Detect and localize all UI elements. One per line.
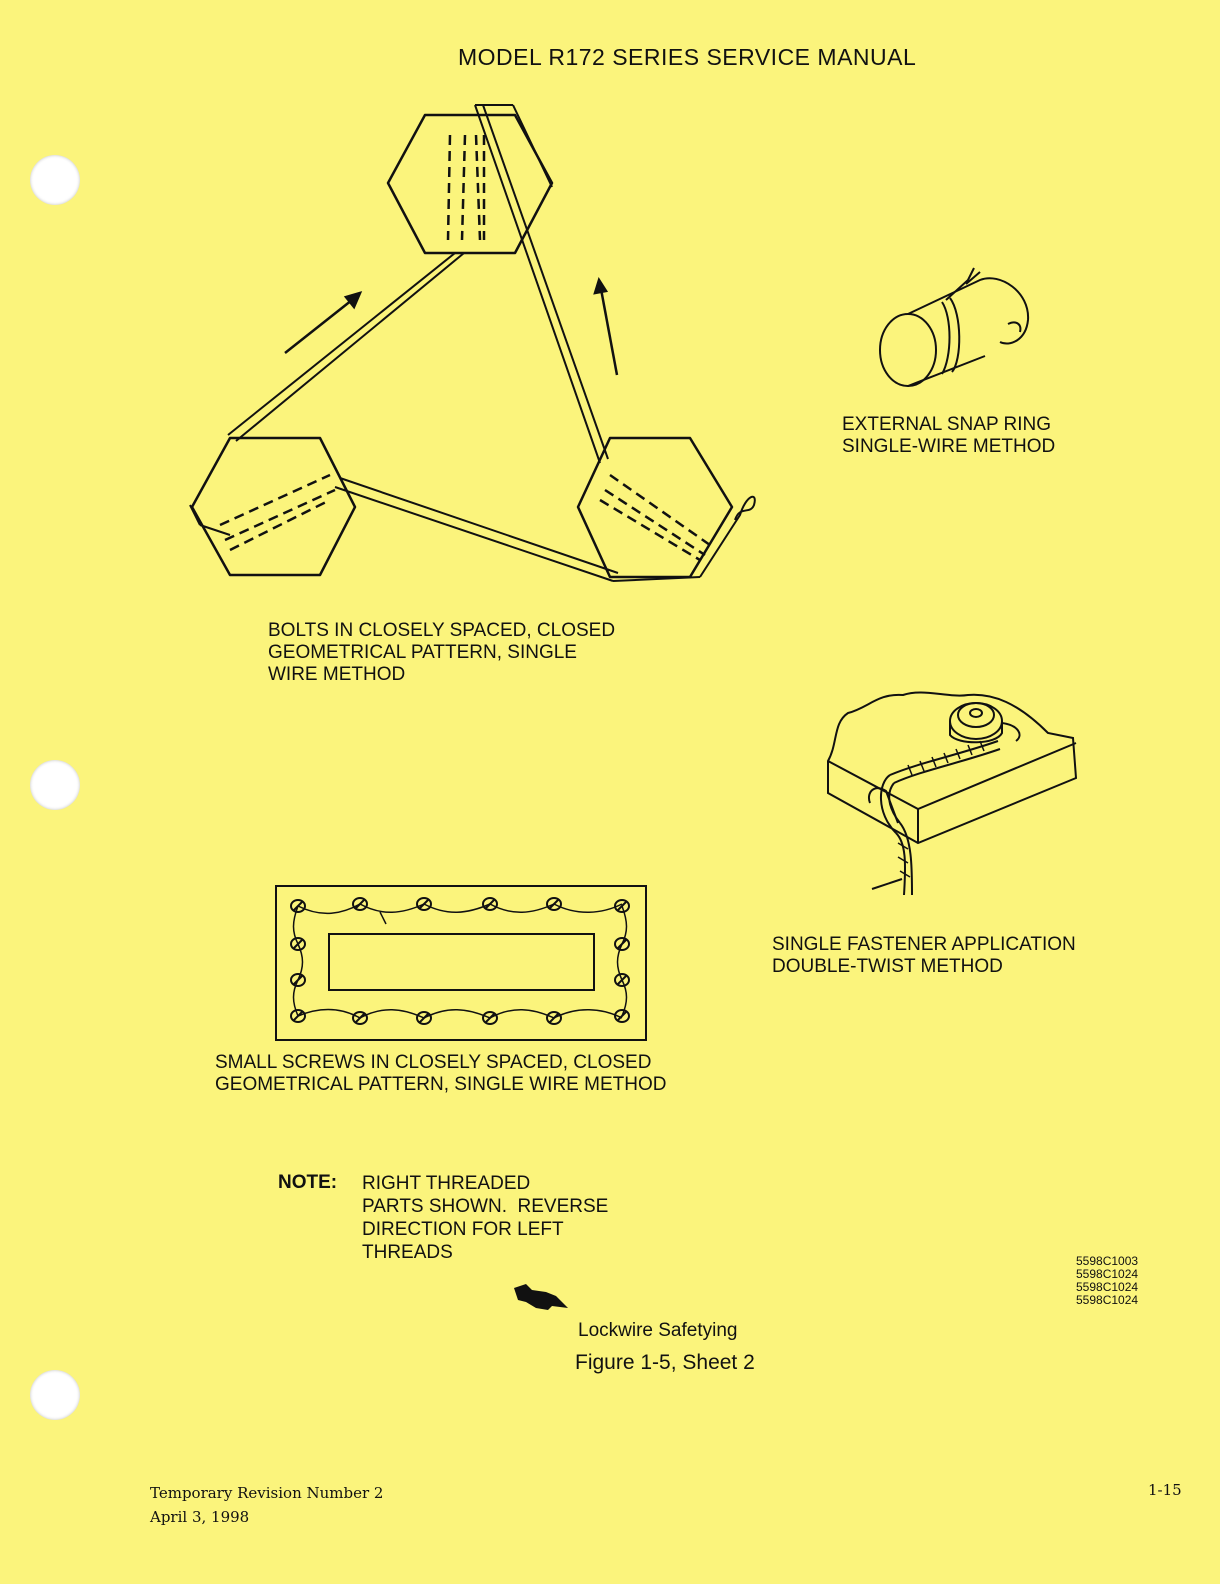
snap-ring-caption: EXTERNAL SNAP RING SINGLE-WIRE METHOD bbox=[842, 414, 1056, 457]
snap-ring-illustration bbox=[870, 262, 1040, 397]
part-code: 5598C1024 bbox=[1076, 1267, 1139, 1281]
footer-revision: Temporary Revision Number 2 bbox=[150, 1484, 384, 1502]
punch-hole-bottom bbox=[30, 1370, 80, 1420]
footer-revision-block bbox=[150, 1481, 383, 1529]
note-label: NOTE: bbox=[278, 1172, 338, 1193]
part-code: 5598C1024 bbox=[1076, 1293, 1139, 1307]
part-code: 5598C1003 bbox=[1076, 1254, 1139, 1268]
left-bolt-hexagon bbox=[192, 438, 355, 575]
small-screws-caption: SMALL SCREWS IN CLOSELY SPACED, CLOSED GEOMETRICAL PATTERN, SINGLE WIRE METHOD bbox=[215, 1052, 667, 1095]
page-number: 1-15 bbox=[1148, 1481, 1182, 1499]
part-code: 5598C1024 bbox=[1076, 1280, 1139, 1294]
part-codes bbox=[1076, 1255, 1138, 1307]
punch-hole-top bbox=[30, 155, 80, 205]
punch-hole-middle bbox=[30, 760, 80, 810]
bolts-caption: BOLTS IN CLOSELY SPACED, CLOSED GEOMETRICAL PATTERN, SINGLE WIRE METHOD bbox=[268, 620, 616, 685]
footer-date: April 3, 1998 bbox=[150, 1508, 250, 1526]
pointing-hand-icon bbox=[512, 1280, 572, 1320]
single-fastener-illustration bbox=[808, 683, 1083, 898]
single-fastener-caption: SINGLE FASTENER APPLICATION DOUBLE-TWIST METHOD bbox=[772, 934, 1076, 977]
bolts-triangle-illustration bbox=[180, 95, 770, 595]
figure-title: Lockwire Safetying bbox=[578, 1320, 738, 1341]
figure-number: Figure 1-5, Sheet 2 bbox=[575, 1351, 755, 1374]
note-text: RIGHT THREADED PARTS SHOWN. REVERSE DIRECTION FOR LEFT THREADS bbox=[362, 1173, 609, 1263]
page-title: MODEL R172 SERIES SERVICE MANUAL bbox=[458, 44, 917, 70]
small-screws-illustration bbox=[272, 882, 652, 1044]
